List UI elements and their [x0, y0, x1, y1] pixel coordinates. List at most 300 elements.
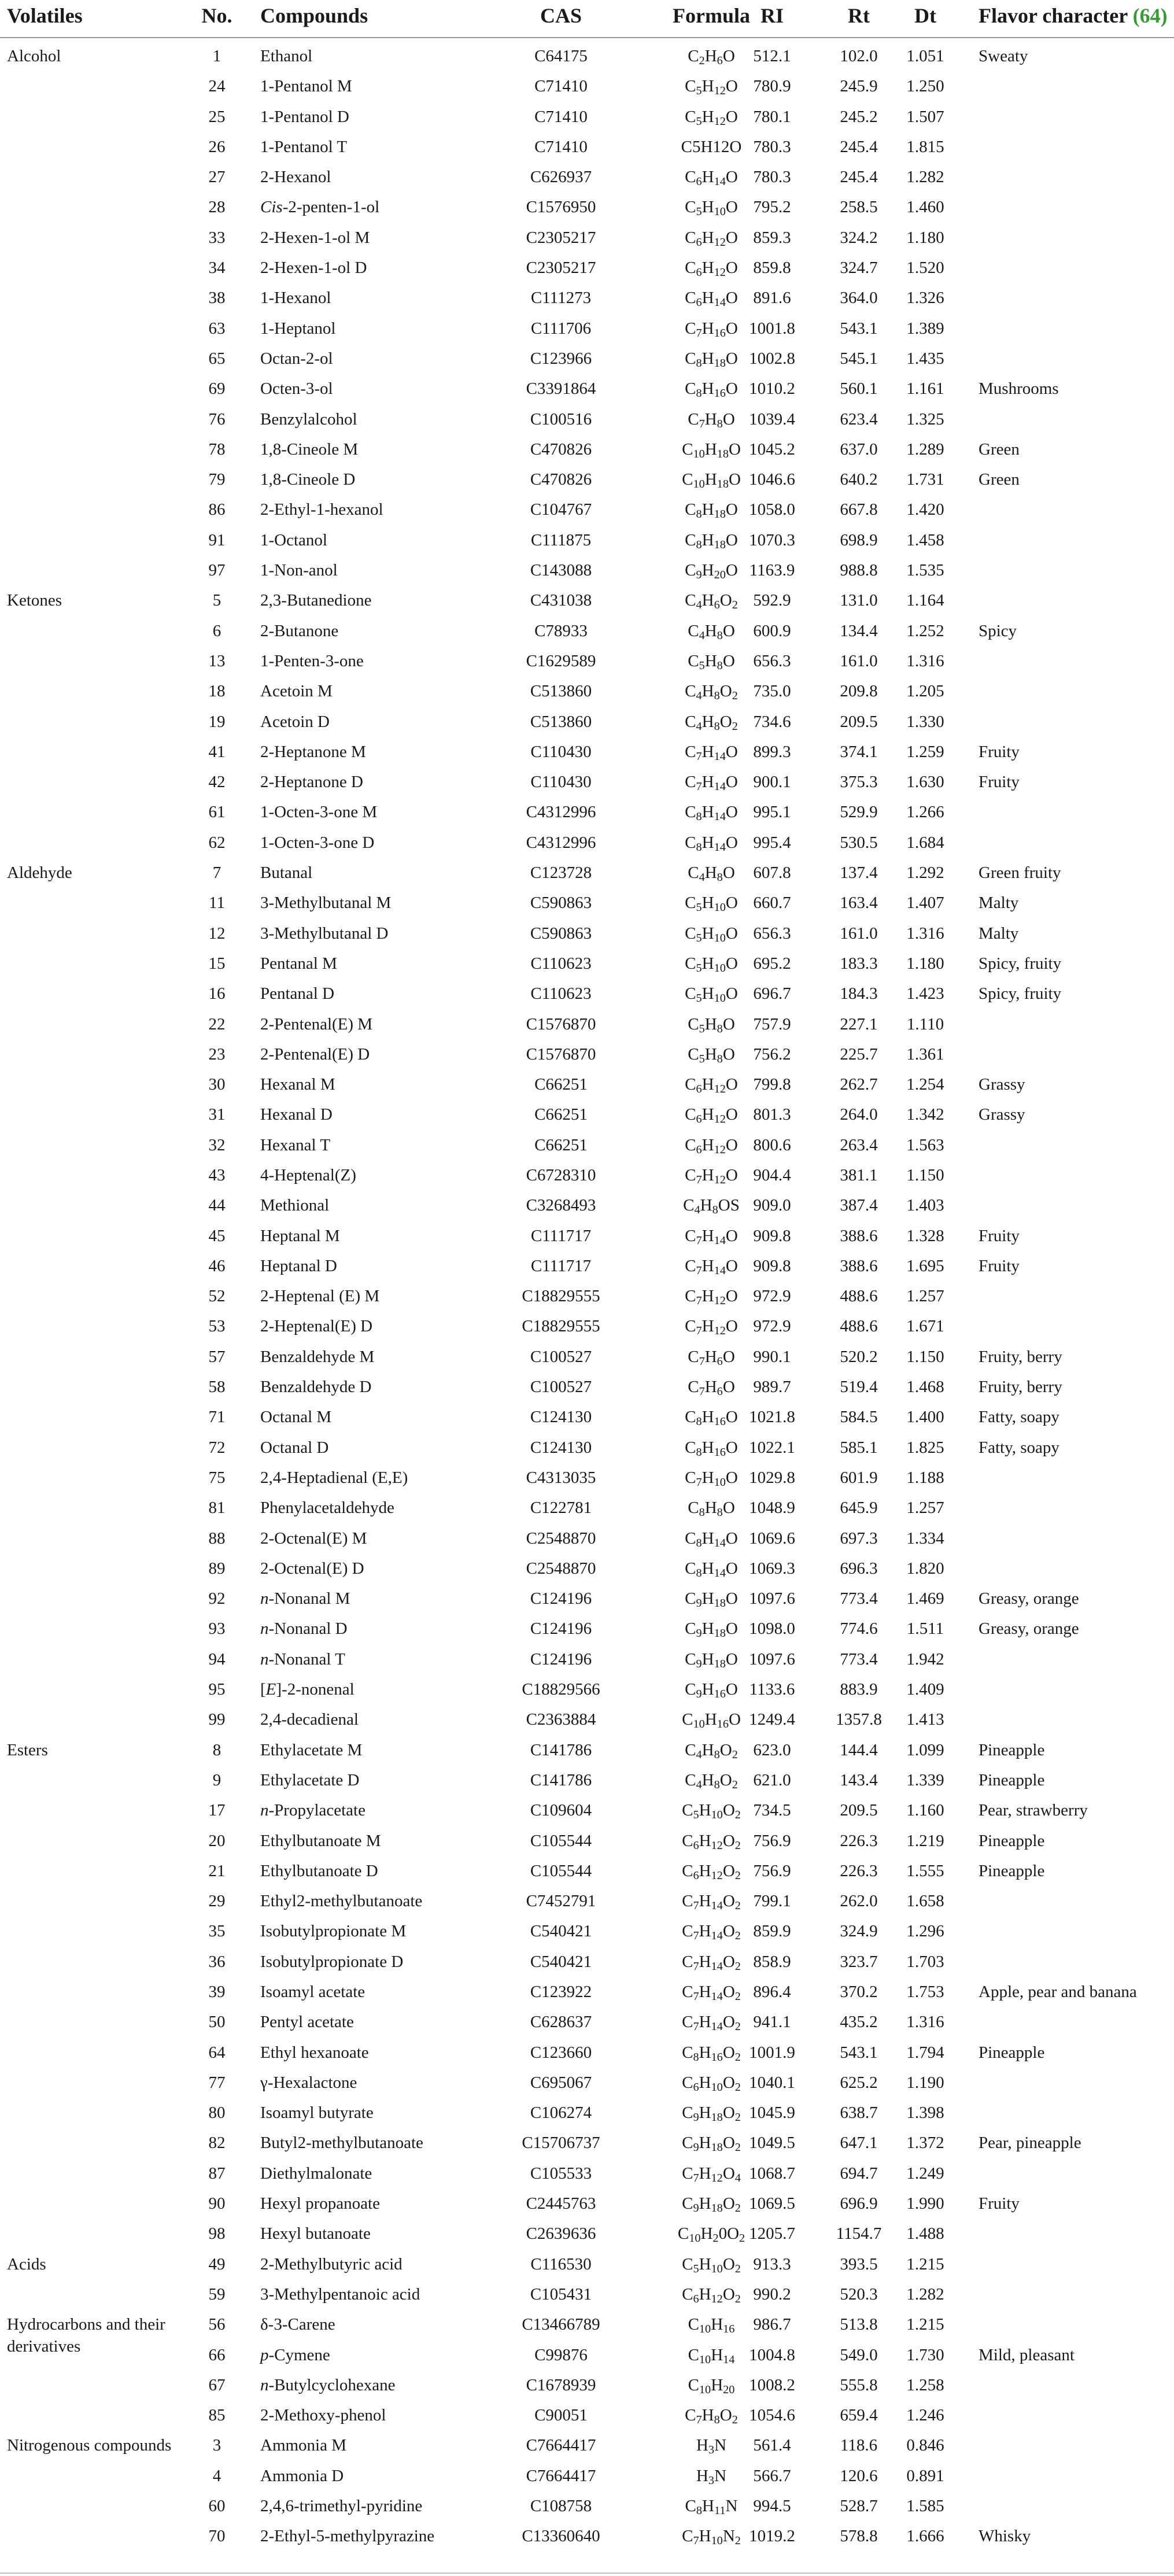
formula-cell: $C_5H_8O$ [688, 651, 735, 672]
compound-cell: 2-Butanone [260, 621, 339, 640]
ri-cell: 891.6 [753, 289, 791, 308]
number-cell: 52 [208, 1287, 226, 1306]
table-row [0, 464, 1174, 494]
dt-cell: 1.266 [906, 803, 944, 822]
dt-cell: 1.942 [906, 1649, 944, 1669]
dt-cell: 1.520 [906, 259, 944, 278]
ri-cell: 695.2 [753, 954, 791, 973]
cas-cell: C106274 [530, 2103, 592, 2123]
ri-cell: 1039.4 [749, 409, 795, 429]
table-row [0, 1523, 1174, 1553]
formula-cell: $C_9H_{18}O$ [685, 1619, 738, 1640]
header-flavor-label: Flavor character [979, 4, 1128, 27]
ri-cell: 1008.2 [749, 2375, 795, 2394]
number-cell: 91 [208, 530, 226, 549]
cas-cell: C66251 [534, 1075, 588, 1094]
number-cell: 30 [208, 1075, 226, 1094]
number-cell: 8 [212, 1740, 221, 1759]
formula-cell: $C_8H_{14}O$ [685, 1529, 738, 1549]
cas-cell: C110623 [530, 954, 592, 973]
rt-cell: 488.6 [840, 1317, 878, 1336]
number-cell: 16 [208, 984, 226, 1003]
cas-cell: C105533 [530, 2164, 592, 2183]
rt-cell: 530.5 [840, 833, 878, 852]
table-row [0, 2098, 1174, 2128]
dt-cell: 1.460 [906, 198, 944, 217]
number-cell: 33 [208, 228, 226, 247]
table-row [0, 1856, 1174, 1886]
rt-cell: 697.3 [840, 1529, 878, 1548]
rt-cell: 324.9 [840, 1922, 878, 1941]
rt-cell: 245.9 [840, 77, 878, 96]
cas-cell: C116530 [530, 2254, 592, 2274]
flavor-cell: Pear, strawberry [979, 1801, 1088, 1820]
compound-cell: 2-Heptenal (E) M [260, 1287, 380, 1306]
cas-cell: C7664417 [526, 2466, 596, 2485]
ri-cell: 756.2 [753, 1045, 791, 1064]
cas-cell: C18829555 [522, 1287, 600, 1306]
formula-cell: $C_7H_8O$ [688, 409, 735, 430]
header-dt: Dt [914, 4, 936, 27]
ri-cell: 799.8 [753, 1075, 791, 1094]
formula-cell: $C_5H_8O$ [688, 1014, 735, 1035]
number-cell: 75 [208, 1468, 226, 1487]
formula-cell: $C_{10}H_{16}O$ [682, 1710, 741, 1731]
header-rt: Rt [848, 4, 870, 27]
dt-cell: 1.507 [906, 107, 944, 126]
compound-cell: 2-Octenal(E) D [260, 1559, 364, 1578]
compound-cell: n-Nonanal M [260, 1589, 350, 1608]
cas-cell: C123922 [530, 1983, 592, 2001]
rt-cell: 225.7 [840, 1045, 878, 1064]
table-row [0, 404, 1174, 434]
compound-cell: 2,4-Heptadienal (E,E) [260, 1468, 408, 1487]
number-cell: 78 [208, 440, 226, 459]
category-cell: Hydrocarbons and their derivatives [7, 2315, 165, 2356]
ri-cell: 909.8 [753, 1226, 791, 1245]
rt-cell: 264.0 [840, 1105, 878, 1124]
cas-cell: C111717 [530, 1226, 592, 1245]
number-cell: 4 [212, 2466, 221, 2485]
table-row [0, 1372, 1174, 1402]
table-row [0, 1433, 1174, 1463]
formula-cell: $C_7H_{14}O_2$ [682, 2013, 741, 2034]
table-row [0, 2279, 1174, 2309]
table-row [0, 797, 1174, 827]
compound-cell: Diethylmalonate [260, 2164, 372, 2183]
number-cell: 90 [208, 2194, 226, 2213]
formula-cell: $C_7H_{14}O_2$ [682, 1922, 741, 1943]
formula-cell: $C_8H_{18}O$ [685, 500, 738, 521]
table-row [0, 979, 1174, 1009]
rt-cell: 640.2 [840, 470, 878, 489]
table-row [0, 1795, 1174, 1825]
cas-cell: C111273 [530, 289, 592, 308]
number-cell: 24 [208, 77, 226, 96]
flavor-cell: Fruity [979, 1226, 1020, 1245]
table-row [0, 1009, 1174, 1039]
number-cell: 5 [212, 591, 221, 610]
number-cell: 69 [208, 379, 226, 398]
dt-cell: 1.407 [906, 894, 944, 913]
formula-cell: $C_5H_{10}O$ [685, 954, 738, 975]
table-row [0, 223, 1174, 253]
formula-cell: $C_6H_{12}O$ [685, 228, 738, 249]
table-row [0, 1069, 1174, 1099]
formula-cell: $C_7H_{14}O$ [685, 742, 738, 763]
formula-cell: $C_8H_{16}O$ [685, 1408, 738, 1429]
header-flavor [979, 1, 1168, 30]
compound-cell: Hexanal M [260, 1075, 335, 1094]
formula-cell: $C_7H_{14}O_2$ [682, 1892, 741, 1913]
compound-cell: 2-Hexen-1-ol D [260, 259, 367, 278]
compound-cell: 2-Heptanone D [260, 773, 363, 792]
ri-cell: 972.9 [753, 1317, 791, 1336]
dt-cell: 1.671 [906, 1317, 944, 1336]
flavor-cell: Green fruity [979, 863, 1061, 883]
formula-cell: $C_4H_8O_2$ [685, 682, 738, 703]
flavor-cell: Grassy [979, 1105, 1025, 1124]
number-cell: 12 [208, 924, 226, 943]
cas-cell: C122781 [530, 1499, 592, 1518]
rt-cell: 659.4 [840, 2406, 878, 2425]
ri-cell: 1001.9 [749, 2043, 795, 2062]
dt-cell: 1.180 [906, 954, 944, 973]
dt-cell: 1.292 [906, 863, 944, 883]
formula-cell: $C_6H_{12}O$ [685, 1135, 738, 1156]
ri-cell: 1046.6 [749, 470, 795, 489]
flavor-cell: Fruity [979, 2194, 1020, 2213]
formula-cell: $C_6H_{12}O_2$ [682, 2285, 741, 2306]
formula-cell: $C_9H_{18}O_2$ [682, 2194, 741, 2215]
cas-cell: C143088 [530, 561, 592, 580]
formula-cell: $C_7H_{10}O$ [685, 1468, 738, 1489]
table-row [0, 2370, 1174, 2400]
rt-cell: 545.1 [840, 349, 878, 368]
formula-cell: $C_5H_8O$ [688, 1045, 735, 1065]
ri-cell: 1069.3 [749, 1559, 795, 1578]
formula-cell: $C_4H_6O_2$ [685, 591, 738, 612]
flavor-cell: Malty [979, 924, 1019, 943]
dt-cell: 1.468 [906, 1378, 944, 1397]
dt-cell: 1.585 [906, 2497, 944, 2516]
cas-cell: C100527 [530, 1347, 592, 1366]
ri-cell: 1001.8 [749, 319, 795, 338]
number-cell: 22 [208, 1014, 226, 1034]
compound-cell: Hexanal T [260, 1135, 331, 1154]
flavor-cell: Mild, pleasant [979, 2345, 1075, 2364]
table-row [0, 646, 1174, 676]
dt-cell: 1.389 [906, 319, 944, 338]
formula-cell: $C_5H_{10}O$ [685, 924, 738, 944]
table-row [0, 888, 1174, 918]
compound-cell: 1-Octen-3-one D [260, 833, 375, 852]
cas-cell: C66251 [534, 1105, 588, 1124]
rt-cell: 258.5 [840, 198, 878, 217]
compound-cell: Methional [260, 1196, 330, 1215]
dt-cell: 1.753 [906, 1983, 944, 2001]
rt-cell: 435.2 [840, 2013, 878, 2032]
dt-cell: 1.703 [906, 1952, 944, 1971]
table-row [0, 283, 1174, 313]
formula-cell: $C_6H_{12}O$ [685, 1105, 738, 1126]
formula-cell: $C_8H_{14}O$ [685, 803, 738, 824]
dt-cell: 1.423 [906, 984, 944, 1003]
table-row [0, 555, 1174, 585]
ri-cell: 780.9 [753, 77, 791, 96]
dt-cell: 1.469 [906, 1589, 944, 1608]
dt-cell: 1.794 [906, 2043, 944, 2062]
flavor-cell: Pineapple [979, 1831, 1045, 1850]
dt-cell: 1.296 [906, 1922, 944, 1941]
dt-cell: 1.254 [906, 1075, 944, 1094]
compound-cell: 1-Pentanol D [260, 107, 349, 126]
dt-cell: 1.257 [906, 1499, 944, 1518]
formula-cell: $C_6H_{12}O$ [685, 259, 738, 279]
table-row [0, 434, 1174, 464]
cas-cell: C18829555 [522, 1317, 600, 1336]
number-cell: 95 [208, 1680, 226, 1699]
dt-cell: 1.684 [906, 833, 944, 852]
rt-cell: 560.1 [840, 379, 878, 398]
cas-cell: C18829566 [522, 1680, 600, 1699]
formula-cell: $C_7H_8O_2$ [685, 2406, 738, 2427]
cas-cell: C110430 [530, 742, 592, 761]
rt-cell: 694.7 [840, 2164, 878, 2183]
rt-cell: 528.7 [840, 2497, 878, 2516]
dt-cell: 1.316 [906, 2013, 944, 2032]
cas-cell: C100516 [530, 409, 592, 429]
cas-cell: C109604 [530, 1801, 592, 1820]
ri-cell: 909.8 [753, 1256, 791, 1275]
compound-cell: 1-Non-anol [260, 561, 338, 580]
dt-cell: 1.282 [906, 2285, 944, 2304]
cas-cell: C15706737 [522, 2134, 600, 2153]
flavor-cell: Green [979, 440, 1020, 459]
table-row [0, 1644, 1174, 1674]
cas-cell: C64175 [534, 47, 588, 65]
formula-cell: $H_3N$ [696, 2436, 727, 2457]
rt-cell: 774.6 [840, 1619, 878, 1638]
rt-cell: 773.4 [840, 1649, 878, 1669]
number-cell: 27 [208, 168, 226, 187]
ri-cell: 1045.2 [749, 440, 795, 459]
dt-cell: 1.282 [906, 168, 944, 187]
dt-cell: 1.695 [906, 1256, 944, 1275]
number-cell: 87 [208, 2164, 226, 2183]
ri-cell: 621.0 [753, 1770, 791, 1789]
number-cell: 17 [208, 1801, 226, 1820]
rt-cell: 1154.7 [836, 2224, 882, 2243]
dt-cell: 1.328 [906, 1226, 944, 1245]
table-row [0, 2340, 1174, 2370]
flavor-cell: Fatty, soapy [979, 1438, 1059, 1457]
formula-cell: $C_8H_{18}O$ [685, 530, 738, 551]
rt-cell: 623.4 [840, 409, 878, 429]
ri-cell: 1070.3 [749, 530, 795, 549]
ri-cell: 1045.9 [749, 2103, 795, 2123]
compound-cell: n-Butylcyclohexane [260, 2375, 396, 2394]
dt-cell: 1.150 [906, 1165, 944, 1184]
compound-cell: γ-Hexalactone [260, 2073, 357, 2092]
dt-cell: 1.188 [906, 1468, 944, 1487]
ri-cell: 859.8 [753, 259, 791, 278]
cas-cell: C111717 [530, 1256, 592, 1275]
cas-cell: C3268493 [526, 1196, 596, 1215]
ri-cell: 735.0 [753, 682, 791, 701]
number-cell: 98 [208, 2224, 226, 2243]
flavor-cell: Green [979, 470, 1020, 489]
flavor-cell: Spicy, fruity [979, 984, 1062, 1003]
compound-cell: 2-Pentenal(E) D [260, 1045, 370, 1064]
ri-cell: 1098.0 [749, 1619, 795, 1638]
compound-cell: Cis-2-penten-1-ol [260, 198, 380, 217]
table-row [0, 374, 1174, 404]
compound-cell: Isobutylpropionate D [260, 1952, 404, 1971]
table-header [0, 0, 1174, 38]
dt-cell: 1.458 [906, 530, 944, 549]
ri-cell: 1069.5 [749, 2194, 795, 2213]
dt-cell: 1.361 [906, 1045, 944, 1064]
cas-cell: C110623 [530, 984, 592, 1003]
ri-cell: 1058.0 [749, 500, 795, 519]
table-row [0, 192, 1174, 222]
rt-cell: 393.5 [840, 2254, 878, 2274]
ri-cell: 1021.8 [749, 1408, 795, 1427]
rt-cell: 647.1 [840, 2134, 878, 2153]
cas-cell: C540421 [530, 1952, 592, 1971]
ri-cell: 986.7 [753, 2315, 791, 2334]
formula-cell: $C_4H_8O_2$ [685, 712, 738, 733]
ri-cell: 1249.4 [749, 1710, 795, 1729]
dt-cell: 1.403 [906, 1196, 944, 1215]
cas-cell: C4313035 [526, 1468, 596, 1487]
number-cell: 99 [208, 1710, 226, 1729]
ri-cell: 995.1 [753, 803, 791, 822]
formula-cell: $C_6H_{12}O_2$ [682, 1861, 741, 1882]
compound-cell: Isoamyl acetate [260, 1983, 366, 2001]
table-row [0, 2189, 1174, 2219]
number-cell: 15 [208, 954, 226, 973]
table-row [0, 2007, 1174, 2037]
table-row [0, 1735, 1174, 1765]
ri-cell: 656.3 [753, 924, 791, 943]
number-cell: 70 [208, 2527, 226, 2546]
compound-cell: 2-Methoxy-phenol [260, 2406, 386, 2425]
compound-cell: Ethylacetate D [260, 1770, 360, 1789]
ri-cell: 1069.6 [749, 1529, 795, 1548]
number-cell: 58 [208, 1378, 226, 1397]
number-cell: 62 [208, 833, 226, 852]
compound-cell: n-Propylacetate [260, 1801, 366, 1820]
number-cell: 50 [208, 2013, 226, 2032]
header-ri: RI [760, 4, 784, 27]
number-cell: 29 [208, 1892, 226, 1911]
number-cell: 85 [208, 2406, 226, 2425]
table-row [0, 1916, 1174, 1946]
formula-cell: $C_6H_{10}O_2$ [682, 2073, 741, 2094]
ri-cell: 566.7 [753, 2466, 791, 2485]
ri-cell: 1205.7 [749, 2224, 795, 2243]
cas-cell: C7664417 [526, 2436, 596, 2455]
formula-cell: $C_7H_{16}O$ [685, 319, 738, 339]
compound-cell: 3-Methylbutanal M [260, 894, 392, 913]
number-cell: 44 [208, 1196, 226, 1215]
table-row [0, 1977, 1174, 2007]
compound-cell: 2-Heptanone M [260, 742, 366, 761]
rt-cell: 323.7 [840, 1952, 878, 1971]
compound-cell: 1-Hexanol [260, 289, 331, 308]
cas-cell: C1678939 [526, 2375, 596, 2394]
formula-cell: $C_8H_{11}N$ [685, 2497, 738, 2518]
cas-cell: C141786 [530, 1740, 592, 1759]
number-cell: 9 [212, 1770, 221, 1789]
dt-cell: 1.398 [906, 2103, 944, 2123]
compound-cell: Heptanal D [260, 1256, 337, 1275]
compound-cell: 2-Ethyl-1-hexanol [260, 500, 383, 519]
compound-cell: Ammonia D [260, 2466, 344, 2485]
formula-cell: $C_5H_{10}O_2$ [682, 2254, 741, 2275]
table-row [0, 2521, 1174, 2551]
cas-cell: C2548870 [526, 1529, 596, 1548]
dt-cell: 1.658 [906, 1892, 944, 1911]
formula-cell: $C_7H_{12}O$ [685, 1165, 738, 1187]
formula-cell: $C_5H_{10}O$ [685, 894, 738, 914]
dt-cell: 1.409 [906, 1680, 944, 1699]
ri-cell: 858.9 [753, 1952, 791, 1971]
table-row [0, 767, 1174, 797]
table-row [0, 1493, 1174, 1523]
number-cell: 31 [208, 1105, 226, 1124]
rt-cell: 488.6 [840, 1287, 878, 1306]
dt-cell: 1.289 [906, 440, 944, 459]
number-cell: 71 [208, 1408, 226, 1427]
ri-cell: 899.3 [753, 742, 791, 761]
compound-cell: Ethylbutanoate M [260, 1831, 381, 1850]
formula-cell: $C_7H_6O$ [688, 1378, 735, 1398]
table-row [0, 1342, 1174, 1372]
ri-cell: 734.5 [753, 1801, 791, 1820]
formula-cell: $C_2H_6O$ [688, 47, 735, 68]
table-row [0, 41, 1174, 71]
compound-cell: Hexyl butanoate [260, 2224, 371, 2243]
dt-cell: 1.190 [906, 2073, 944, 2092]
header-flavor-reference-link[interactable]: (64) [1132, 4, 1168, 27]
ri-cell: 1002.8 [749, 349, 795, 368]
dt-cell: 1.563 [906, 1135, 944, 1154]
dt-cell: 1.666 [906, 2527, 944, 2546]
number-cell: 35 [208, 1922, 226, 1941]
compound-cell: 2,4,6-trimethyl-pyridine [260, 2497, 423, 2516]
dt-cell: 1.258 [906, 2375, 944, 2394]
ri-cell: 913.3 [753, 2254, 791, 2274]
ri-cell: 1054.6 [749, 2406, 795, 2425]
table-row [0, 1826, 1174, 1856]
ri-cell: 780.3 [753, 168, 791, 187]
cas-cell: C123728 [530, 863, 592, 883]
rt-cell: 584.5 [840, 1408, 878, 1427]
table-row [0, 2491, 1174, 2521]
dt-cell: 1.161 [906, 379, 944, 398]
rt-cell: 1357.8 [836, 1710, 882, 1729]
number-cell: 19 [208, 712, 226, 731]
ri-cell: 780.1 [753, 107, 791, 126]
compound-cell: Octan-2-ol [260, 349, 333, 368]
table-row [0, 525, 1174, 555]
rt-cell: 381.1 [840, 1165, 878, 1184]
table-row [0, 1553, 1174, 1584]
flavor-cell: Pineapple [979, 2043, 1045, 2062]
